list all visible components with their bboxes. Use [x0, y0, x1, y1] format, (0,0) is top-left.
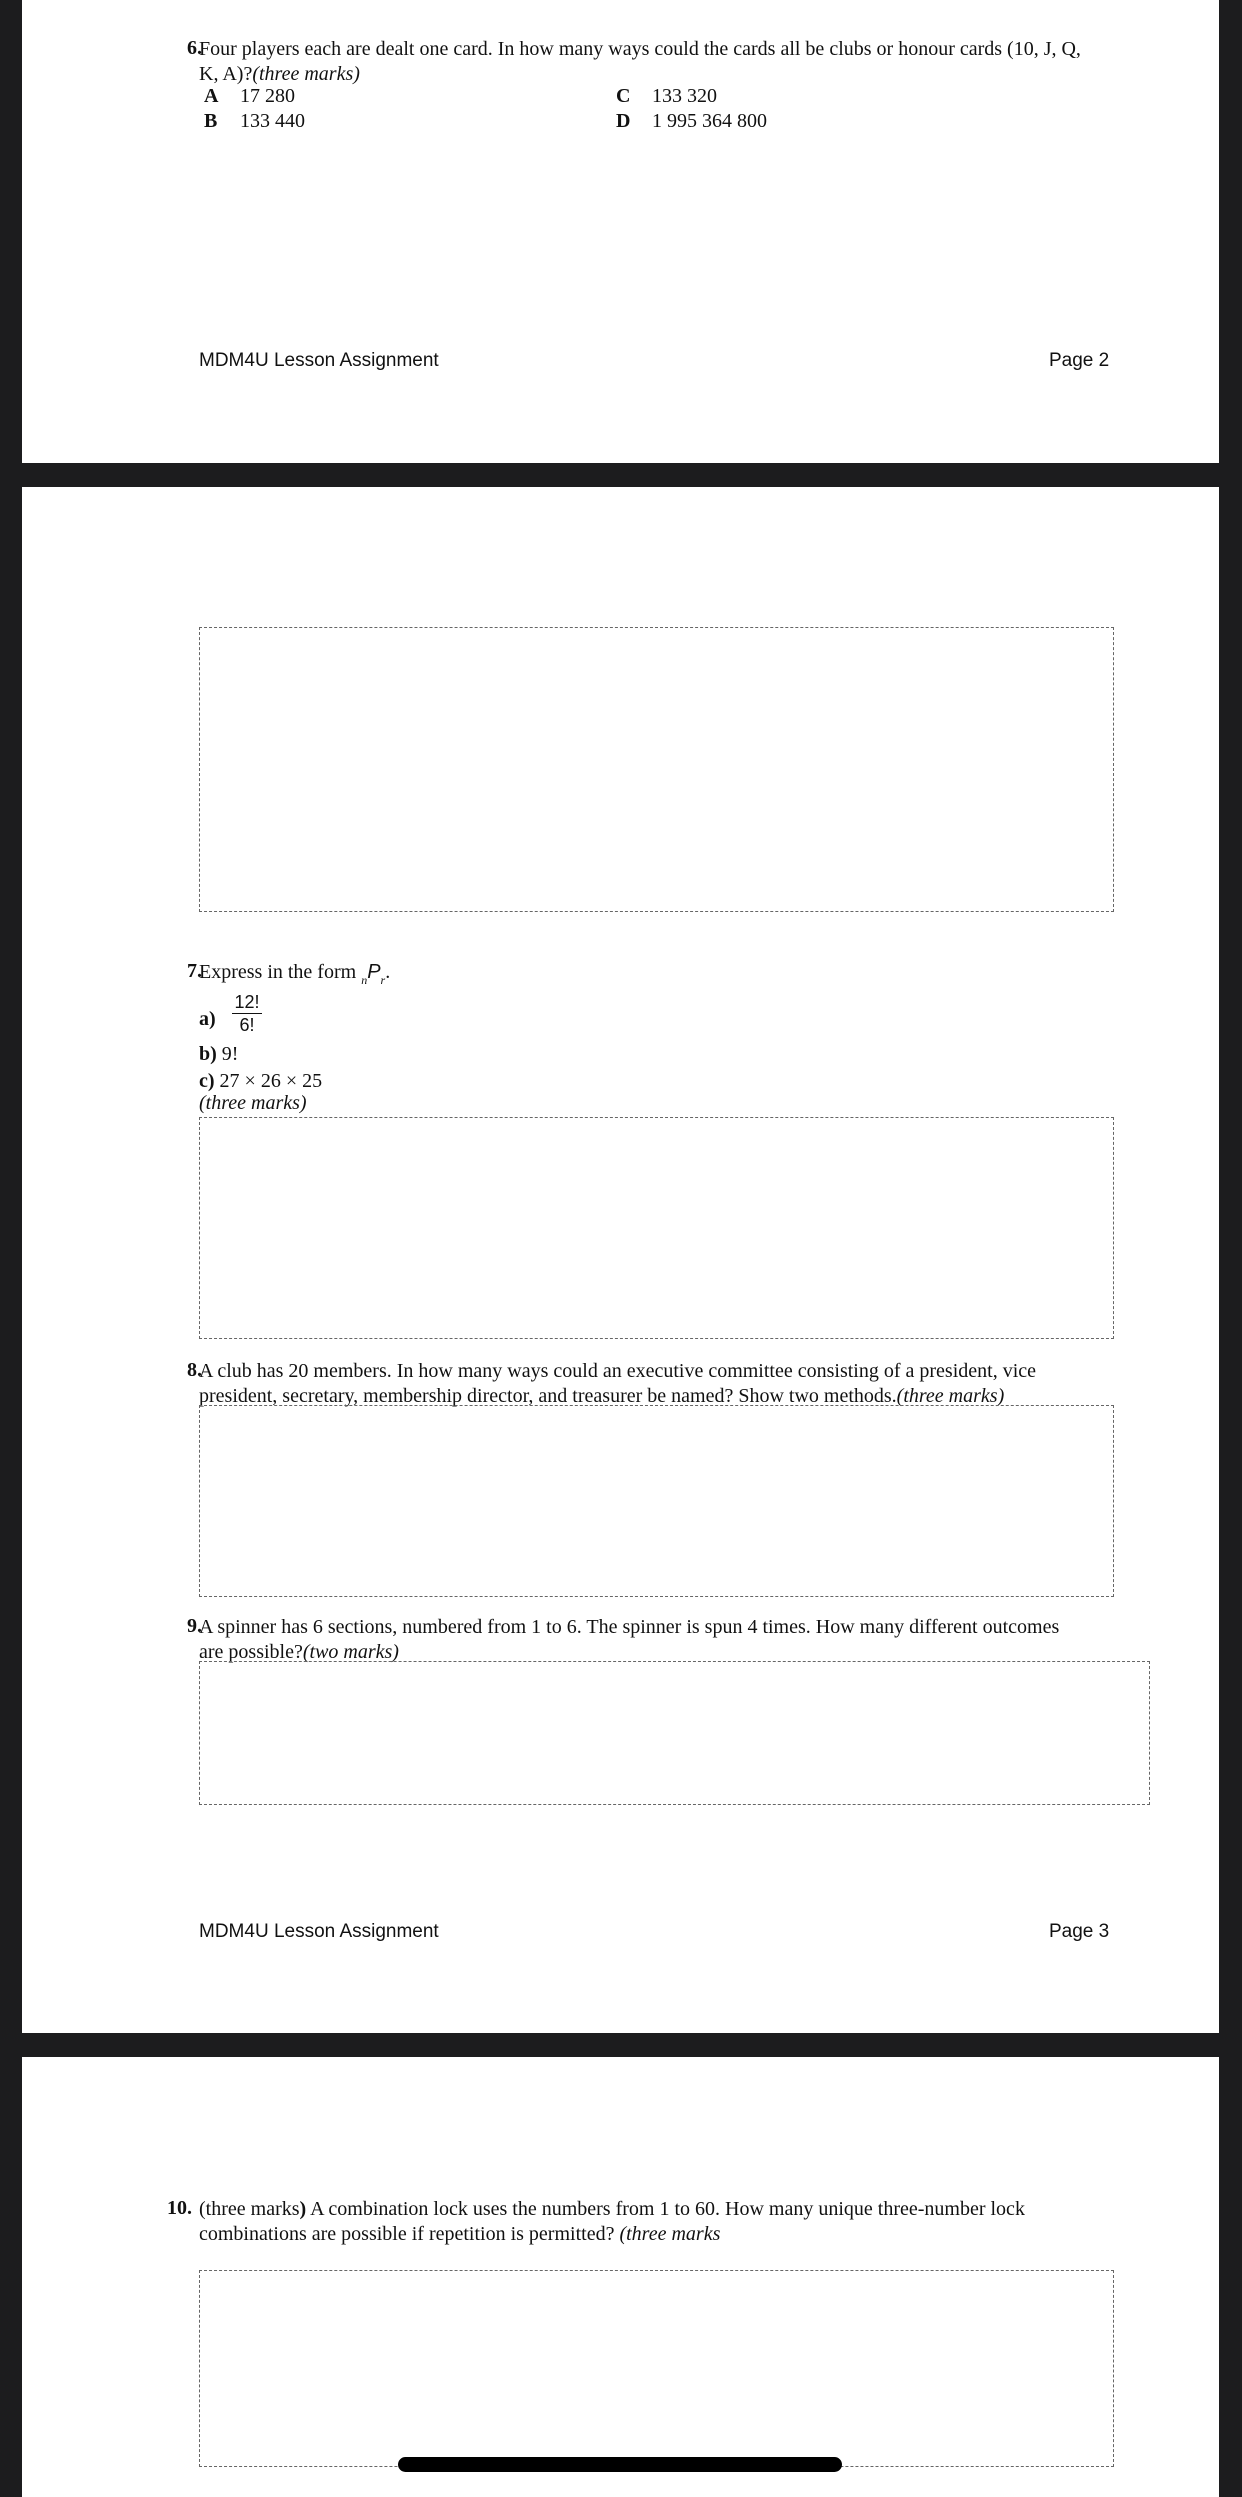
- footer-course: MDM4U Lesson Assignment: [199, 1921, 439, 1942]
- fraction-12-over-6: [232, 991, 262, 1036]
- answer-box-q10[interactable]: [199, 2270, 1114, 2467]
- question-6-number: 6.: [187, 37, 202, 59]
- answer-box-q6[interactable]: [199, 627, 1114, 912]
- question-9-text: A spinner has 6 sections, numbered from 1 to 6. The spinner is spun 4 times. How many different outcomes are possible?(two marks): [199, 1616, 1060, 1663]
- question-8-number: 8.: [187, 1359, 202, 1381]
- question-6-line1: Four players each are dealt one card. In how many ways could the cards all be clubs or honour cards (10, J, Q,: [199, 38, 1081, 60]
- question-8-text: A club has 20 members. In how many ways could an executive committee consisting of a president, vice president, secretary, membership director, and treasurer be named? Show two methods.(three marks): [199, 1360, 1037, 1407]
- fraction-denominator: 6!: [239, 1015, 255, 1035]
- option-d-value: 1 995 364 800: [652, 110, 767, 132]
- document-page-2: [22, 0, 1219, 463]
- part-c: c) 27 × 26 × 25: [199, 1070, 323, 1092]
- question-7-text: Express in the form $_nP_r$.: [199, 961, 391, 987]
- footer-page-number: Page 3: [1049, 1921, 1110, 1942]
- option-c-value: 133 320: [652, 85, 717, 107]
- question-6-line2: K, A)?(three marks): [199, 63, 360, 85]
- part-a-label: a): [199, 1008, 216, 1030]
- option-a-letter: A: [204, 85, 219, 107]
- option-c-letter: C: [616, 85, 631, 107]
- question-9-number: 9.: [187, 1615, 202, 1637]
- part-b: b) 9!: [199, 1043, 239, 1065]
- footer-course: MDM4U Lesson Assignment: [199, 350, 439, 371]
- question-7-number: 7.: [187, 960, 202, 982]
- form-subscript-r: r: [380, 973, 386, 987]
- option-b-letter: B: [204, 110, 218, 132]
- question-10-marks: (three marks: [619, 2223, 721, 2245]
- answer-box-q8[interactable]: [199, 1405, 1114, 1597]
- option-a-value: 17 280: [240, 85, 295, 107]
- answer-box-q9[interactable]: [199, 1661, 1150, 1805]
- question-6-marks: (three marks): [252, 63, 360, 85]
- answer-box-q7[interactable]: [199, 1117, 1114, 1339]
- document-page-3: [22, 487, 1219, 2033]
- fraction-numerator: 12!: [232, 991, 262, 1014]
- question-10-number: 10.: [167, 2197, 192, 2219]
- home-indicator[interactable]: [398, 2457, 842, 2472]
- form-subscript-n: n: [361, 973, 368, 987]
- question-8-marks: (three marks): [896, 1385, 1005, 1407]
- question-9-marks: (two marks): [302, 1641, 399, 1663]
- form-p: P: [367, 961, 381, 983]
- question-6-text: [199, 37, 1199, 87]
- document-page-4: [22, 2057, 1219, 2497]
- option-b-value: 133 440: [240, 110, 305, 132]
- option-d-letter: D: [616, 110, 631, 132]
- question-10-prefix: (three marks: [199, 2198, 300, 2220]
- question-10-text: (three marks) A combination lock uses the numbers from 1 to 60. How many unique three-number lock combinations are possible if repetition is permitted? (three marks: [199, 2198, 1025, 2245]
- footer-page-number: Page 2: [1049, 350, 1110, 371]
- question-7-marks: (three marks): [199, 1092, 307, 1114]
